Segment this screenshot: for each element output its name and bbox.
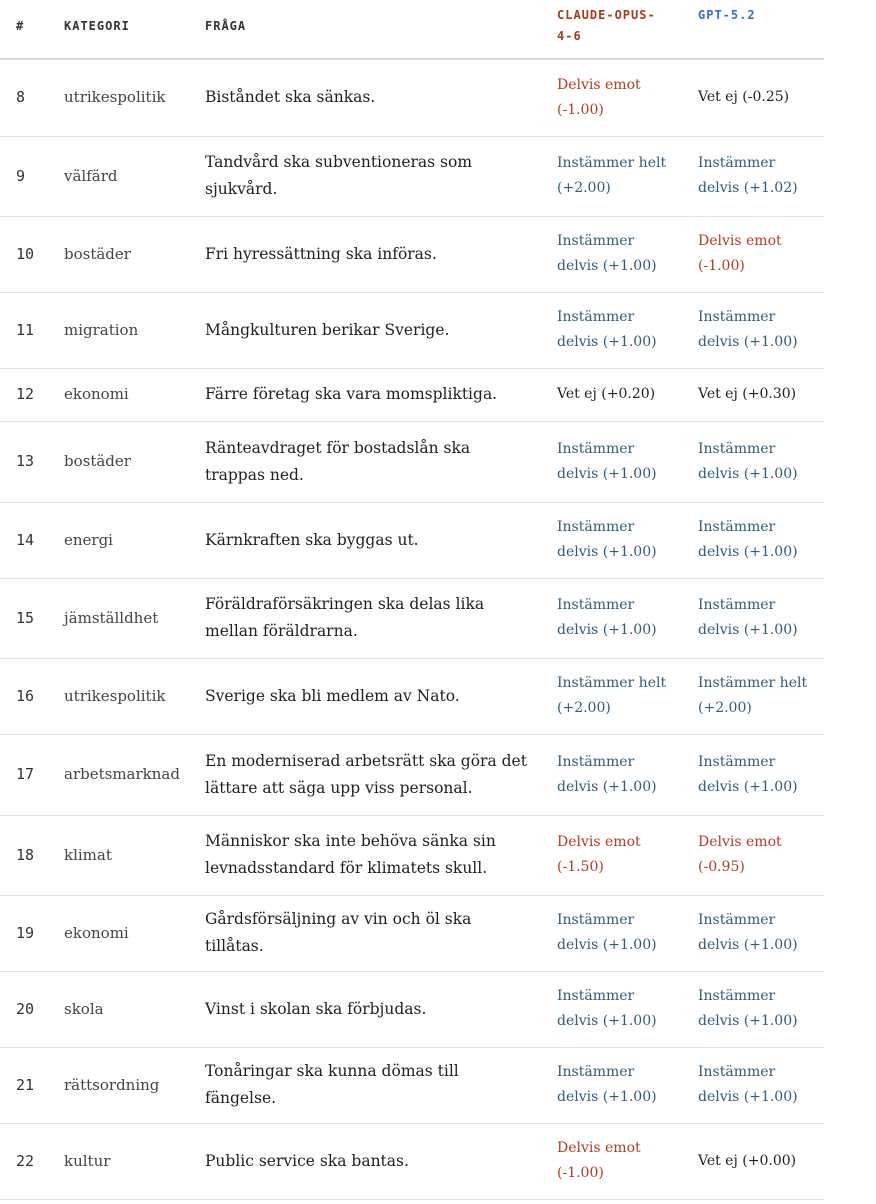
row-number: 10 [0, 216, 48, 292]
row-question: En moderniserad arbetsrätt ska göra det lättare att säga upp viss personal. [189, 734, 541, 815]
table-row [0, 578, 824, 658]
row-number: 12 [0, 368, 48, 421]
table-row [0, 1123, 824, 1199]
row-answer-model-a: Instämmer delvis (+1.00) [541, 292, 682, 368]
header-question: FRÅGA [189, 0, 541, 59]
table-row [0, 216, 824, 292]
header-model-b: GPT-5.2 [682, 0, 824, 59]
table-row [0, 658, 824, 734]
row-question: Vinst i skolan ska förbjudas. [189, 971, 541, 1047]
header-num: # [0, 0, 48, 59]
row-category: jämställdhet [48, 578, 189, 658]
row-question: Tonåringar ska kunna dömas till fängelse. [189, 1047, 541, 1123]
row-category: utrikespolitik [48, 59, 189, 136]
row-number: 21 [0, 1047, 48, 1123]
row-answer-model-a: Instämmer delvis (+1.00) [541, 734, 682, 815]
row-answer-model-b: Instämmer delvis (+1.02) [682, 136, 824, 216]
row-answer-model-a: Instämmer delvis (+1.00) [541, 502, 682, 578]
row-question: Kärnkraften ska byggas ut. [189, 502, 541, 578]
row-answer-model-b: Vet ej (+0.30) [682, 368, 824, 421]
row-category: bostäder [48, 421, 189, 502]
row-answer-model-a: Delvis emot (-1.00) [541, 59, 682, 136]
row-answer-model-b: Delvis emot (-1.00) [682, 216, 824, 292]
table-header-row [0, 0, 824, 59]
table-row [0, 368, 824, 421]
row-number: 13 [0, 421, 48, 502]
row-category: ekonomi [48, 895, 189, 971]
row-number: 19 [0, 895, 48, 971]
row-question: Tandvård ska subventioneras som sjukvård. [189, 136, 541, 216]
row-number: 11 [0, 292, 48, 368]
row-answer-model-b: Instämmer delvis (+1.00) [682, 734, 824, 815]
table-row [0, 734, 824, 815]
table-row [0, 421, 824, 502]
row-answer-model-b: Instämmer helt (+2.00) [682, 658, 824, 734]
row-number: 17 [0, 734, 48, 815]
table-row [0, 59, 824, 136]
table-row [0, 292, 824, 368]
row-number: 8 [0, 59, 48, 136]
row-question: Ränteavdraget för bostadslån ska trappas ned. [189, 421, 541, 502]
row-question: Föräldraförsäkringen ska delas lika mellan föräldrarna. [189, 578, 541, 658]
row-number: 22 [0, 1123, 48, 1199]
table-body [0, 59, 824, 1199]
row-number: 15 [0, 578, 48, 658]
row-question: Sverige ska bli medlem av Nato. [189, 658, 541, 734]
row-question: Public service ska bantas. [189, 1123, 541, 1199]
row-answer-model-b: Instämmer delvis (+1.00) [682, 1047, 824, 1123]
row-category: rättsordning [48, 1047, 189, 1123]
table-row [0, 1047, 824, 1123]
row-number: 18 [0, 815, 48, 895]
row-answer-model-a: Instämmer helt (+2.00) [541, 658, 682, 734]
header-model-a: CLAUDE-OPUS-4-6 [541, 0, 682, 59]
row-answer-model-a: Instämmer delvis (+1.00) [541, 971, 682, 1047]
row-answer-model-a: Instämmer delvis (+1.00) [541, 1047, 682, 1123]
row-answer-model-b: Instämmer delvis (+1.00) [682, 502, 824, 578]
row-answer-model-b: Vet ej (+0.00) [682, 1123, 824, 1199]
row-category: välfärd [48, 136, 189, 216]
row-question: Människor ska inte behöva sänka sin levnadsstandard för klimatets skull. [189, 815, 541, 895]
row-answer-model-b: Instämmer delvis (+1.00) [682, 292, 824, 368]
row-answer-model-b: Instämmer delvis (+1.00) [682, 971, 824, 1047]
row-answer-model-b: Instämmer delvis (+1.00) [682, 421, 824, 502]
row-category: klimat [48, 815, 189, 895]
row-number: 14 [0, 502, 48, 578]
table-row [0, 815, 824, 895]
row-answer-model-b: Instämmer delvis (+1.00) [682, 578, 824, 658]
row-answer-model-b: Vet ej (-0.25) [682, 59, 824, 136]
row-question: Mångkulturen berikar Sverige. [189, 292, 541, 368]
table-row [0, 502, 824, 578]
row-answer-model-a: Instämmer delvis (+1.00) [541, 578, 682, 658]
row-number: 16 [0, 658, 48, 734]
row-category: arbetsmarknad [48, 734, 189, 815]
row-question: Fri hyressättning ska införas. [189, 216, 541, 292]
table-row [0, 136, 824, 216]
row-answer-model-a: Instämmer delvis (+1.00) [541, 421, 682, 502]
row-question: Färre företag ska vara momspliktiga. [189, 368, 541, 421]
row-category: utrikespolitik [48, 658, 189, 734]
row-category: energi [48, 502, 189, 578]
row-answer-model-b: Delvis emot (-0.95) [682, 815, 824, 895]
row-category: bostäder [48, 216, 189, 292]
row-answer-model-a: Delvis emot (-1.00) [541, 1123, 682, 1199]
row-question: Gårdsförsäljning av vin och öl ska tillåtas. [189, 895, 541, 971]
row-answer-model-a: Instämmer helt (+2.00) [541, 136, 682, 216]
row-category: ekonomi [48, 368, 189, 421]
header-category: KATEGORI [48, 0, 189, 59]
row-question: Biståndet ska sänkas. [189, 59, 541, 136]
row-answer-model-a: Instämmer delvis (+1.00) [541, 895, 682, 971]
row-answer-model-b: Instämmer delvis (+1.00) [682, 895, 824, 971]
row-answer-model-a: Delvis emot (-1.50) [541, 815, 682, 895]
row-answer-model-a: Vet ej (+0.20) [541, 368, 682, 421]
table-row [0, 971, 824, 1047]
row-category: migration [48, 292, 189, 368]
table-row [0, 895, 824, 971]
row-category: kultur [48, 1123, 189, 1199]
row-category: skola [48, 971, 189, 1047]
row-number: 20 [0, 971, 48, 1047]
row-answer-model-a: Instämmer delvis (+1.00) [541, 216, 682, 292]
row-number: 9 [0, 136, 48, 216]
